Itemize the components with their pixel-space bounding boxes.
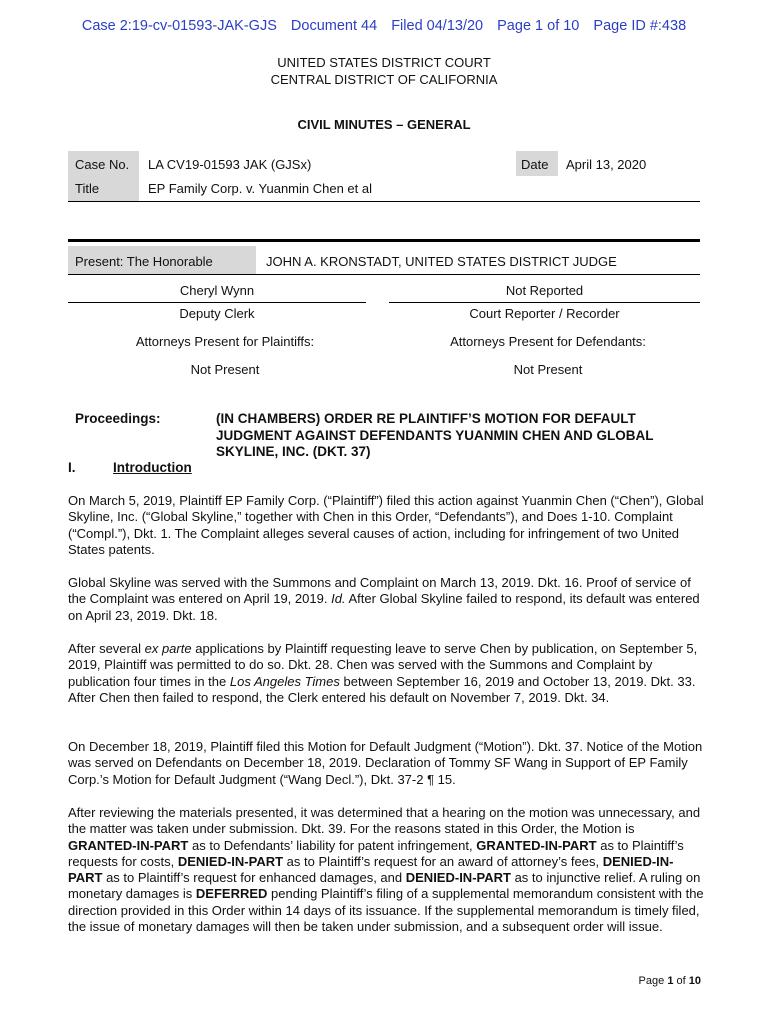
paragraph-5-part-f: as to injunctive relief. A ruling on monetary damages is bbox=[68, 870, 701, 902]
case-no-value: LA CV19-01593 JAK (GJSx) bbox=[148, 157, 312, 172]
paragraph-5-part-c: as to Plaintiff’s requests for costs, bbox=[68, 837, 684, 869]
ruling-granted-costs: GRANTED-IN-PART bbox=[476, 837, 597, 853]
header-page-id: Page ID #:438 bbox=[593, 18, 687, 34]
citation-id: Id. bbox=[331, 591, 346, 607]
ruling-granted-liability: GRANTED-IN-PART bbox=[68, 837, 189, 853]
court-reporter-role: Court Reporter / Recorder bbox=[469, 306, 620, 321]
court-line-2: CENTRAL DISTRICT OF CALIFORNIA bbox=[270, 72, 498, 87]
paragraph-3-part-a: After several bbox=[68, 641, 141, 656]
attorneys-plaintiffs-value: Not Present bbox=[190, 362, 260, 377]
paragraph-3 bbox=[68, 641, 704, 706]
ruling-deferred-damages: DEFERRED bbox=[195, 886, 268, 902]
footer-page-total: 10 bbox=[688, 975, 701, 987]
date-value: April 13, 2020 bbox=[566, 157, 647, 172]
ruling-denied-fees: DENIED-IN-PART bbox=[177, 853, 284, 869]
title-label: Title bbox=[75, 181, 100, 196]
presiding-judge: JOHN A. KRONSTADT, UNITED STATES DISTRICT JUDGE bbox=[266, 254, 617, 269]
header-case-number: Case 2:19-cv-01593-JAK-GJS bbox=[81, 18, 277, 34]
proceedings-text: (IN CHAMBERS) ORDER RE PLAINTIFF’S MOTION FOR DEFAULT JUDGMENT AGAINST DEFENDANTS YUANMIN CHEN AND GLOBAL SKYLINE, INC. (DKT. 37) bbox=[216, 411, 654, 459]
present-label: Present: The Honorable bbox=[75, 254, 213, 269]
paragraph-5-part-a: After reviewing the materials presented, it was determined that a hearing on the motion was unnecessary, and the matter was taken under submission. Dkt. 39. For the reasons stated in this Order, the Motion is bbox=[68, 805, 701, 837]
paragraph-5-part-b: as to Defendants’ liability for patent infringement, bbox=[191, 837, 473, 853]
section-divider bbox=[68, 239, 700, 242]
signature-line-right bbox=[389, 302, 700, 303]
proceedings-label: Proceedings: bbox=[75, 411, 161, 426]
attorneys-defendants-label: Attorneys Present for Defendants: bbox=[450, 334, 646, 349]
paragraph-2-part-b: After Global Skyline failed to respond, its default was entered on April 23, 2019. Dkt. 18. bbox=[68, 591, 700, 623]
paragraph-4: On December 18, 2019, Plaintiff filed this Motion for Default Judgment (“Motion”). Dkt. 37. Notice of the Motion was served on Defendants on December 18, 2019. Declaration of Tommy SF Wang in Support of EP Family Corp.’s Motion for Default Judgment (“Wang Decl.”), Dkt. 37-2 ¶ 15. bbox=[68, 739, 703, 787]
deputy-clerk-role: Deputy Clerk bbox=[179, 306, 255, 321]
ruling-denied-injunctive: DENIED-IN-PART bbox=[405, 870, 511, 886]
ruling-denied-enhanced: DENIED-IN-PART bbox=[68, 853, 674, 886]
paragraph-5-part-g: pending Plaintiff’s filing of a supplemental memorandum consistent with the direction provided in this Order within 14 days of its issuance. If the supplemental memorandum is timely filed, the issue of monetary damages will then be taken under submission, and a subsequent order will issue. bbox=[68, 886, 704, 935]
court-reporter-name: Not Reported bbox=[505, 283, 584, 298]
paragraph-5-part-e: as to Plaintiff’s request for enhanced damages, and bbox=[106, 870, 403, 886]
paragraph-2-part-a: Global Skyline was served with the Summons and Complaint on March 13, 2019. Dkt. 16. Proof of service of the Complaint was entered on April 19, 2019. bbox=[68, 575, 691, 607]
header-page: Page 1 of 10 bbox=[497, 18, 580, 34]
ecf-header bbox=[0, 18, 768, 34]
paragraph-3-part-c: between September 16, 2019 and October 13, 2019. Dkt. 33. After Chen then failed to respond, the Clerk entered his default on November 7, 2019. Dkt. 34. bbox=[68, 673, 696, 705]
footer-of-word: of bbox=[676, 975, 686, 987]
deputy-clerk-name: Cheryl Wynn bbox=[179, 283, 255, 298]
footer-page-word: Page bbox=[638, 975, 665, 987]
header-filed: Filed 04/13/20 bbox=[391, 18, 484, 34]
minutes-title: CIVIL MINUTES – GENERAL bbox=[297, 117, 471, 132]
header-document: Document 44 bbox=[290, 18, 378, 34]
date-label: Date bbox=[521, 157, 549, 172]
publication-name: Los Angeles Times bbox=[229, 673, 340, 689]
term-ex-parte: ex parte bbox=[144, 641, 192, 656]
paragraph-2 bbox=[68, 575, 704, 624]
paragraph-5 bbox=[68, 805, 704, 935]
court-name bbox=[0, 54, 768, 88]
signature-line-left bbox=[68, 302, 366, 303]
paragraph-3-part-b: applications by Plaintiff requesting leave to serve Chen by publication, on September 5, 2019, Plaintiff was permitted to do so. Dkt. 28. Chen was served with the Summons and Complaint by publication four times in the bbox=[68, 641, 698, 689]
court-line-1: UNITED STATES DISTRICT COURT bbox=[277, 55, 491, 70]
section-title: Introduction bbox=[113, 460, 192, 475]
title-value: EP Family Corp. v. Yuanmin Chen et al bbox=[148, 181, 372, 196]
paragraph-1: On March 5, 2019, Plaintiff EP Family Corp. (“Plaintiff”) filed this action against Yuanmin Chen (“Chen”), Global Skyline, Inc. (“Global Skyline,” together with Chen in this Order, “Defendants”), and Does 1-10. Complaint (“Compl.”), Dkt. 1. The Complaint alleges several causes of action, including for infringement of two United States patents. bbox=[68, 493, 704, 557]
footer-page-number: 1 bbox=[667, 975, 674, 987]
page-footer bbox=[639, 975, 701, 987]
paragraph-5-part-d: as to Plaintiff’s request for an award of attorney’s fees, bbox=[286, 853, 600, 869]
section-number: I. bbox=[68, 460, 76, 475]
attorneys-plaintiffs-label: Attorneys Present for Plaintiffs: bbox=[135, 334, 315, 349]
present-row bbox=[68, 246, 700, 275]
attorneys-defendants-value: Not Present bbox=[513, 362, 583, 377]
case-info-table bbox=[68, 151, 700, 202]
case-no-label: Case No. bbox=[75, 157, 130, 172]
